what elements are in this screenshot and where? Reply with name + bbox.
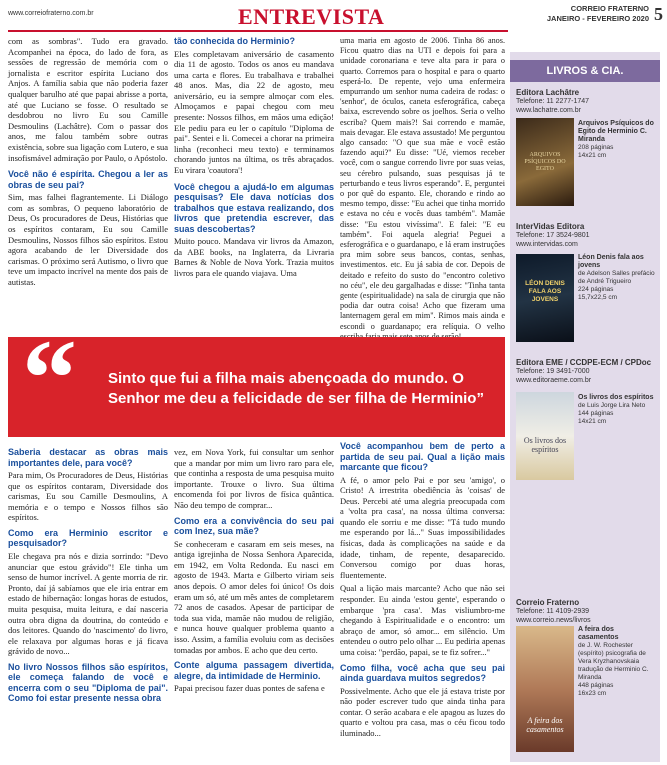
masthead-title: CORREIO FRATERNO: [570, 4, 649, 13]
page-header: [0, 0, 667, 30]
book-size: 14x21 cm: [578, 152, 607, 159]
paragraph: vez, em Nova York, fui consultar um senhor que a mandar por mim um livro raro para ele, que continha a resposta de uma pesquisa muito importante. Trouxe o livro. Sua última encomenda foi por livros de física quântica. Não deu tempo de comprar...: [174, 447, 334, 510]
publisher-url[interactable]: www.intervidas.com: [516, 241, 578, 248]
paragraph: Ele chegava pra nós e dizia sorrindo: "Devo anunciar que estou grávido"! Ele tinha um senso de humor incrível. A gente morria de rir. Pronto, daí já sabíamos que ele iria entrar em estado de hibernação: longas horas de estudos, muita pesquisa, muita leitura, e daí nasceria outra obra digna da doutrina, do conteúdo e dos leitores. Quando do 'nascimento' do livro, ele relaxava por algumas horas e já ficava grávido de novo...: [8, 550, 168, 657]
paragraph: Qual a lição mais marcante? Acho que não sei responder. Eu ainda 'estou gente', esperando o embarque 'pra casa'. Mas visliumbro-me chegando à Espiritualidade e o encontro: um abraço de amor, só amor... em silêncio. Um entendeu o outro pelo olhar ... Eu pediria apenas uma coisa: "perdão, papai, se te fiz sofrer...": [340, 583, 505, 657]
publisher-url[interactable]: www.correio.news/livros: [516, 617, 591, 624]
site-url[interactable]: www.correiofraterno.com.br: [8, 10, 94, 17]
question-heading: Você não é espírita. Chegou a ler as obras de seu pai?: [8, 169, 168, 190]
publisher-info: [516, 88, 656, 115]
header-rule: [8, 30, 508, 32]
book-pages: 144 páginas: [578, 410, 614, 417]
pull-quote-text: Sinto que fui a filha mais abençoada do mundo. O Senhor me deu a felicidade de ser filha de Herminio”: [108, 370, 484, 407]
book-cover: [516, 392, 574, 480]
book-author: de Adelson Salles prefácio de André Trigueiro: [578, 270, 655, 285]
question-heading: Conte alguma passagem divertida, alegre, da intimidade de Herminio.: [174, 660, 334, 681]
book-pages: 208 páginas: [578, 144, 614, 151]
publisher-phone: Telefone: 11 2277-1747: [516, 98, 590, 105]
sidebar-title: LIVROS & CIA.: [510, 60, 660, 82]
question-heading: Você chegou a ajudá-lo em algumas pesquisas? Ele dava notícias dos trabalhos que estava realizando, dos livros que pretendia escrever, das suas descobertas?: [174, 181, 334, 234]
book-cover: [516, 254, 574, 342]
publisher-info: [516, 358, 656, 385]
masthead: [547, 4, 649, 24]
books-sidebar: [510, 52, 660, 762]
question-heading: Você acompanhou bem de perto a partida de seu pai. Qual a lição mais marcante que ficou?: [340, 441, 505, 472]
question-heading: Como filha, você acha que seu pai ainda guardava muitos segredos?: [340, 662, 505, 684]
book-author: de J. W. Rochester (espírito) psicografia de Vera Kryzhanovskaia tradução de Herminio C. Miranda: [578, 642, 649, 681]
book-cover: [516, 626, 574, 752]
question-heading: tão conhecida do Herminio?: [174, 36, 296, 46]
book-author: de Luis Jorge Lira Neto: [578, 402, 646, 409]
book-info: [578, 394, 656, 426]
book-size: 15,7x22,5 cm: [578, 294, 618, 301]
book-size: 14x21 cm: [578, 418, 607, 425]
book-size: 16x23 cm: [578, 690, 607, 697]
book-cover-title: A feira dos casamentos: [526, 716, 564, 734]
book-info: [578, 626, 656, 698]
page-number: 5: [654, 4, 663, 24]
book-info: [578, 120, 656, 160]
paragraph: Papai precisou fazer duas pontes de safena e: [174, 683, 325, 694]
masthead-date: JANEIRO - FEVEREIRO 2020: [546, 14, 649, 23]
publisher-url[interactable]: www.lachatre.com.br: [516, 107, 581, 114]
book-pages: 224 páginas: [578, 286, 614, 293]
publisher-info: [516, 598, 656, 625]
publisher-name: Editora EME / CCDPE-ECM / CPDoc: [516, 358, 652, 367]
publisher-name: Editora Lachâtre: [516, 88, 580, 97]
question-heading: Como era Herminio escritor e pesquisador?: [8, 527, 168, 549]
section-title: ENTREVISTA: [238, 4, 385, 29]
book-title: Arquivos Psíquicos do Egito de Herminio C. Miranda: [578, 120, 654, 143]
paragraph: Possivelmente. Acho que ele já estava triste por não poder escrever tudo que ainda tinha para contar. O serão acabara e ele apagou as luzes do quarto e voltou pra casa, mas o céu ficou todo iluminado...: [340, 685, 505, 738]
paragraph: Se conheceram e casaram em seis meses, na antiga igrejinha de Nossa Senhora Aparecida, em 1942, em Volta Redonda. Eu nasci em agosto de 1943. Marta e Gilberto viriam seis anos depois. O amor deles foi único! Os dois eram um só, até um mês antes de completarem 72 anos de casados. Apesar de participar de toda sua vida, mamãe não mudou de religião, e nunca houve qualquer problema quanto a isso. Assim, a família evoluiu com as decisões tomadas por ambos. E acho que deu certo.: [174, 538, 334, 655]
book-cover: [516, 118, 574, 206]
book-title: Léon Denis fala aos jovens: [578, 254, 644, 269]
book-info: [578, 254, 656, 302]
paragraph: uma maria em agosto de 2006. Tinha 86 anos. Ficou quatro dias na UTI e depois foi para a unidade coronariana e teve alta para ir para o quarto. Corremos para o hospital e para o quarto esperá-lo. De repente, vejo uma enfermeira empurrando um senhor numa cadeira de rodas: o 'senhor', de óculos, caneta esferográfica, cabeça baixa, escrevendo sobre os joelhos. Seria o velho escriba? Quem mais?! Sai correndo e mamãe, mais devagar. Ele estava assustado! Me perguntou algo cansado: "O que sua mãe e você estão fazendo aqui?" Eu disse: "Ué, viemos receber você, com o sangue correndo livre por suas veias, seu cérebro pulsando, suas pesquisas já te perturbando e teus livros esperando". E, perguntei o por quê do espanto. Ele, chorando e rindo ao mesmo tempo, disse: "Eu achei que tinha morrido e estava no céu e vocês duas também". Mamãe disse: "Eu estou vivíssima". E falei: "E eu também". Foi aquela alegria! Peguei a esferográfica e o guardanapo, e lá eram instruções pra mim sobre seus bancos, contas, senhas, investimentos. etc. Eu já sabia de cor. Depois de deitado e refeito do susto do "encontro coletivo no céu", ele deu gargalhadas e disse: "Tinha tanta gente (espiritualidade) na sala de cirurgia que não podia dar outra coisa! Acho que fizeram uma lanternagem geral em mim". Rimos mais ainda e escondi o guardanapo; era relíquia. O velho: [340, 36, 505, 331]
book-cover-title: ARQUIVOS PSÍQUICOS DO EGITO: [524, 152, 566, 172]
publisher-info: [516, 222, 656, 249]
paragraph: com as sombras". Tudo era gravado. Acompanhei na época, do lado de fora, as sessões de regressão de memória com o jornalista e escritor espírita Luciano dos Anjos. A família sabia que não poderia fazer qualquer barulho até que papai abrisse a porta, até que Luciano se fosse. O resultado se desdobrou no livro Eu sou Camille Desmoulins (Lachâtre). Com o passar dos anos, me falou também sobre outras existência, sobre sua ligação com Lutero, e sua insofismável admiração por Paulo, o Apóstolo.: [8, 36, 168, 163]
column-2: [174, 36, 334, 282]
book-title: A feira dos casamentos: [578, 626, 619, 641]
book-cover-title: Os livros dos espíritos: [523, 436, 567, 454]
question-heading: Como era a convivência do seu pai com Inez, sua mãe?: [174, 515, 334, 537]
book-title: Os livros dos espíritos: [578, 394, 654, 401]
paragraph: A fé, o amor pelo Pai e por seu 'amigo', o Cristo! A irrestrita obediência às 'coisas' de Deus. Percebi até uma alegria preocupada com a 'volta pra casa', na nossa última conversa: quando ele sorriu e me disse: "Tá tudo mundo me esperando por lá..." Suas impossibilidades físicas, dada às complicações na saúde e da idade, tinham, de repente, desaparecido. Conversou comigo por duas horas, fluentemente.: [340, 474, 505, 580]
paragraph: Para mim, Os Procuradores de Deus, Histórias que os espíritos contaram, Diversidade dos carismas, Eu sou Camille Desmoulins, A memória e o tempo e Nossos filhos são espíritos.: [8, 470, 168, 523]
publisher-name: Correio Fraterno: [516, 598, 580, 607]
lower-column-3: [340, 441, 505, 742]
publisher-phone: Telefone: 17 3524-9801: [516, 232, 590, 239]
book-cover-title: LÉON DENIS FALA AOS JOVENS: [525, 280, 565, 303]
lower-column-1: [8, 447, 168, 706]
paragraph: Eles completavam aniversário de casamento dia 11 de agosto. Todos os anos eu mandava uma carta e flores. Eu trabalhava e trabalhei 48 anos. Mas, dia 22 de agosto, meu aniversário, eu ia sempre almoçar com eles. Almoçamos e papai chegou com meu presente: Nossos filhos, em mãos uma edição! Ele pediu para eu ler o capítulo "Diploma de pai". Sentei e li. Comecei a chorar na primeira linha (reconheci meu texto) e terminamos chorando juntos na última, os três abraçados. Eu virara 'coautora'!: [174, 48, 334, 176]
publisher-url[interactable]: www.editoraeme.com.br: [516, 377, 592, 384]
quote-mark-icon: “: [22, 317, 77, 439]
question-heading: No livro Nossos filhos são espíritos, ele começa falando de você e encerra com o seu "Diploma de pai". Como foi estar presente nessa obra: [8, 661, 168, 704]
column-3: [340, 36, 505, 345]
publisher-name: InterVidas Editora: [516, 222, 585, 231]
paragraph: Muito pouco. Mandava vir livros da Amazon, da ABE books, na Inglaterra, da Livraria Barnes & Noble de Nova York. Trazia muitos livros para ele quando viajava. Uma: [174, 236, 334, 278]
publisher-phone: Telefone: 11 4109-2939: [516, 608, 590, 615]
paragraph: Sim, mas falhei flagrantemente. Li Diálogo com as sombras, O pequeno laboratório de Deus, Os procuradores de Deus, Histórias que os espíritos contaram, Eu sou Camille Desmoulins, Nossos filhos são espíritos. Estou agora acabando de ler Diversidade dos carismas. O próximo será Autismo, o livro que teve um impacto incrível na mente dos pais de autistas.: [8, 192, 168, 287]
column-1: [8, 36, 168, 290]
pull-quote: [8, 317, 505, 439]
publisher-phone: Telefone: 19 3491-7000: [516, 368, 590, 375]
lower-column-2: [174, 447, 334, 697]
question-heading: Saberia destacar as obras mais importantes dele, para você?: [8, 447, 168, 468]
book-pages: 448 páginas: [578, 682, 614, 689]
